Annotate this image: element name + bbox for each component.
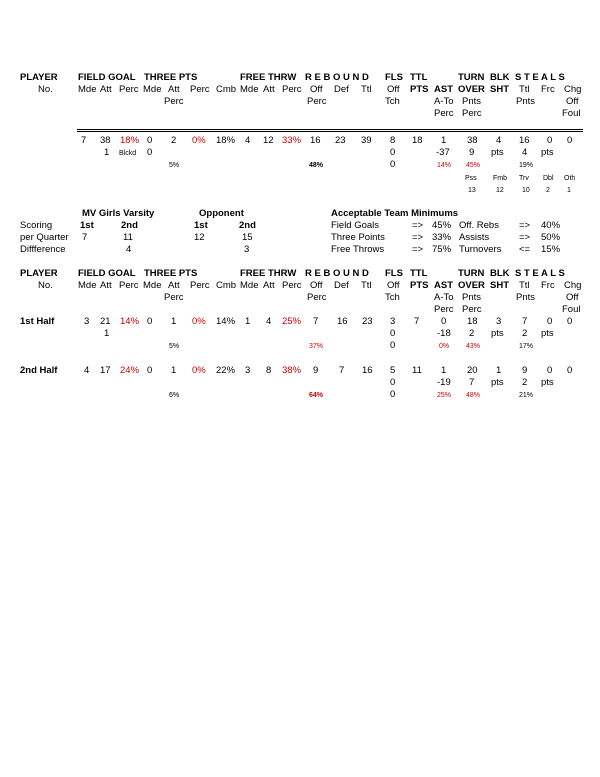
cell: 39: [361, 135, 372, 146]
cell: 18: [412, 135, 423, 146]
cell: 25%: [437, 392, 452, 399]
fls-off-heading: Off: [387, 84, 400, 95]
cell: pts: [491, 147, 504, 158]
tp-attperc-heading: Perc: [164, 96, 184, 107]
min-label: Assists: [459, 232, 490, 243]
cell: 1: [245, 316, 251, 327]
cell: 4: [84, 365, 90, 376]
cell: 0: [147, 365, 153, 376]
reb-off-heading: Off: [310, 280, 323, 291]
over-heading: OVER: [458, 280, 485, 291]
rebound-heading: R E B O U N D: [305, 72, 369, 83]
cell: 0: [547, 365, 553, 376]
cell: 4: [266, 316, 272, 327]
min-value: 50%: [541, 232, 561, 243]
fls-off-heading: Off: [387, 280, 400, 291]
mv-diff-value: 4: [126, 244, 132, 255]
min-label: Free Throws: [331, 244, 385, 255]
min-arrow: =>: [412, 220, 424, 231]
mv-1st-value: 7: [82, 232, 88, 243]
cell: 1: [171, 316, 177, 327]
cell: 9: [469, 147, 475, 158]
cell: 1: [496, 365, 502, 376]
cell: 3: [390, 316, 396, 327]
mv-first-heading: 1st: [80, 220, 94, 231]
opp-2nd-value: 15: [242, 232, 253, 243]
fg-mde-heading: Mde: [78, 84, 97, 95]
cell: 0: [147, 316, 153, 327]
opp-second-heading: 2nd: [239, 220, 256, 231]
over-heading: OVER: [458, 84, 485, 95]
reb-ttl-heading: Ttl: [361, 280, 372, 291]
foul-heading: Foul: [562, 108, 581, 119]
minimums-title: Acceptable Team Minimums: [331, 208, 459, 219]
cell: 14%: [216, 316, 236, 327]
cell: 4: [496, 135, 502, 146]
cell: 0: [390, 147, 396, 158]
cell: 17: [100, 365, 111, 376]
cell: 7: [313, 316, 319, 327]
player-heading: PLAYER: [20, 268, 58, 279]
reb-offperc-heading: Perc: [307, 292, 327, 303]
fls-tch-heading: Tch: [385, 292, 400, 303]
cell: 0%: [192, 365, 206, 376]
tp-perc-heading: Perc: [190, 280, 210, 291]
steals-heading: S T E A L S: [515, 268, 565, 279]
ft-att-heading: Att: [263, 280, 275, 291]
cell: 21%: [519, 392, 534, 399]
ast-perc-heading: Perc: [434, 304, 454, 315]
cell: 38%: [282, 365, 302, 376]
sub-value: 10: [522, 187, 530, 194]
no-heading: No.: [38, 280, 53, 291]
half-label: 2nd Half: [20, 365, 58, 376]
field-goal-heading: FIELD GOAL: [78, 268, 136, 279]
cell: 16: [310, 135, 321, 146]
tp-mde-heading: Mde: [143, 280, 162, 291]
cell: 0%: [439, 343, 450, 350]
cell: 45%: [466, 162, 481, 169]
fg-perc-heading: Perc: [119, 84, 139, 95]
divider-line-bottom: [77, 131, 583, 132]
fls-tch-heading: Tch: [385, 96, 400, 107]
free-thrw-heading: FREE THRW: [240, 268, 297, 279]
cell: 7: [414, 316, 420, 327]
cell: 0: [390, 377, 396, 388]
cell: 22%: [216, 365, 236, 376]
ft-mde-heading: Mde: [240, 84, 259, 95]
sub-value: 13: [468, 187, 476, 194]
opp-first-heading: 1st: [194, 220, 208, 231]
cell: 37%: [309, 343, 324, 350]
cell: -18: [437, 328, 451, 339]
reb-ttl-heading: Ttl: [361, 84, 372, 95]
cell: 3: [496, 316, 502, 327]
cell: 2: [469, 328, 475, 339]
free-thrw-heading: FREE THRW: [240, 72, 297, 83]
blk-heading: BLK: [490, 268, 510, 279]
min-label: Turnovers: [459, 244, 502, 255]
chg-heading: Chg: [564, 280, 582, 291]
turn-heading: TURN: [458, 72, 485, 83]
scoring-label: Scoring: [20, 220, 53, 231]
fg-att-heading: Att: [100, 84, 112, 95]
cell: 0%: [192, 316, 206, 327]
over-perc-heading: Perc: [462, 304, 482, 315]
min-arrow: =>: [412, 244, 424, 255]
cell: 25%: [282, 316, 302, 327]
cell: 4: [522, 147, 528, 158]
ft-att-heading: Att: [263, 84, 275, 95]
reb-def-heading: Def: [334, 84, 349, 95]
ft-perc-heading: Perc: [282, 84, 302, 95]
cell: 1: [441, 365, 447, 376]
cell: 7: [522, 316, 528, 327]
tp-perc-heading: Perc: [190, 84, 210, 95]
foul-heading: Foul: [562, 304, 581, 315]
cell: 21: [100, 316, 111, 327]
ttl-heading: TTL: [410, 268, 428, 279]
min-label: Off. Rebs: [459, 220, 499, 231]
st-ttl-heading: Ttl: [519, 84, 530, 95]
min-value: 33%: [432, 232, 452, 243]
cell: pts: [491, 377, 504, 388]
cell: 38: [467, 135, 478, 146]
cell: 18%: [120, 135, 140, 146]
three-pts-heading: THREE PTS: [144, 268, 198, 279]
half-label: 1st Half: [20, 316, 55, 327]
cell: 9: [313, 365, 319, 376]
min-arrow: <=: [519, 244, 531, 255]
cell: 6%: [169, 392, 180, 399]
cell: 2: [522, 377, 528, 388]
ato-heading: A-To: [434, 96, 454, 107]
cell: 8: [390, 135, 396, 146]
cell: 20: [467, 365, 478, 376]
sub-value: 1: [567, 187, 571, 194]
no-heading: No.: [38, 84, 53, 95]
cell: 7: [339, 365, 345, 376]
sub-label: Dbl: [543, 175, 554, 182]
cell: 1: [104, 147, 110, 158]
mv-second-heading: 2nd: [121, 220, 138, 231]
tp-mde-heading: Mde: [143, 84, 162, 95]
st-ttl-heading: Ttl: [519, 280, 530, 291]
ast-heading: AST: [434, 280, 453, 291]
cell: 14%: [437, 162, 452, 169]
cell: 5: [390, 365, 396, 376]
cell: pts: [491, 328, 504, 339]
reb-offperc-heading: Perc: [307, 96, 327, 107]
fg-perc-heading: Perc: [119, 280, 139, 291]
cell: 12: [263, 135, 274, 146]
tp-att-heading: Att: [168, 84, 180, 95]
per-quarter-label: per Quarter: [20, 232, 69, 243]
frc-heading: Frc: [541, 280, 555, 291]
cell: 0: [147, 135, 153, 146]
cell: 17%: [519, 343, 534, 350]
cell: 43%: [466, 343, 481, 350]
chg-off-heading: Off: [566, 292, 579, 303]
ast-heading: AST: [434, 84, 453, 95]
cell: 1: [104, 328, 110, 339]
cell: 18%: [216, 135, 236, 146]
min-value: 15%: [541, 244, 561, 255]
cell: 16: [362, 365, 373, 376]
ft-mde-heading: Mde: [240, 280, 259, 291]
three-pts-heading: THREE PTS: [144, 72, 198, 83]
min-arrow: =>: [412, 232, 424, 243]
turn-heading: TURN: [458, 268, 485, 279]
cell: 0: [390, 159, 396, 170]
cell: 0: [567, 135, 573, 146]
cell: 0: [147, 147, 153, 158]
over-pnts-heading: Pnts: [462, 292, 482, 303]
sub-label: Fmb: [493, 175, 507, 182]
fg-mde-heading: Mde: [78, 280, 97, 291]
over-perc-heading: Perc: [462, 108, 482, 119]
cell: -19: [437, 377, 451, 388]
cell: 24%: [120, 365, 140, 376]
cell: pts: [541, 147, 554, 158]
tp-attperc-heading: Perc: [164, 292, 184, 303]
cell: -37: [436, 147, 450, 158]
cell: 23: [335, 135, 346, 146]
cell: 0: [390, 328, 396, 339]
sht-heading: SHT: [490, 280, 509, 291]
cell: 9: [522, 365, 528, 376]
cell: 3: [84, 316, 90, 327]
sub-value: 2: [546, 187, 550, 194]
mv-label: MV Girls Varsity: [82, 208, 155, 219]
min-label: Three Points: [331, 232, 385, 243]
min-value: 75%: [432, 244, 452, 255]
reb-def-heading: Def: [334, 280, 349, 291]
cell: Blckd: [119, 150, 137, 157]
min-label: Field Goals: [331, 220, 380, 231]
sub-label: Trv: [519, 175, 529, 182]
opponent-label: Opponent: [199, 208, 244, 219]
opp-1st-value: 12: [194, 232, 205, 243]
over-pnts-heading: Pnts: [462, 96, 482, 107]
chg-off-heading: Off: [566, 96, 579, 107]
cell: 5%: [169, 343, 180, 350]
steals-heading: S T E A L S: [515, 72, 565, 83]
frc-heading: Frc: [541, 84, 555, 95]
blk-heading: BLK: [490, 72, 510, 83]
min-arrow: =>: [519, 232, 531, 243]
st-pnts-heading: Pnts: [516, 96, 536, 107]
fls-heading: FLS: [385, 268, 403, 279]
cell: 48%: [466, 392, 481, 399]
reb-off-heading: Off: [310, 84, 323, 95]
cell: 1: [441, 135, 447, 146]
fls-heading: FLS: [385, 72, 403, 83]
cell: 0: [547, 135, 553, 146]
cell: 0: [390, 340, 396, 351]
cell: 0: [567, 365, 573, 376]
cell: 0%: [192, 135, 206, 146]
tp-att-heading: Att: [168, 280, 180, 291]
cell: 0: [441, 316, 447, 327]
sht-heading: SHT: [490, 84, 509, 95]
sub-value: 12: [496, 187, 504, 194]
cell: 2: [171, 135, 177, 146]
mv-2nd-value: 11: [123, 232, 133, 243]
ft-perc-heading: Perc: [282, 280, 302, 291]
difference-label: Diffference: [20, 244, 66, 255]
min-arrow: =>: [519, 220, 531, 231]
cmb-heading: Cmb: [216, 84, 237, 95]
ato-heading: A-To: [434, 292, 454, 303]
ttl-pts-heading: PTS: [410, 280, 429, 291]
cell: 4: [245, 135, 251, 146]
cell: 8: [266, 365, 272, 376]
chg-heading: Chg: [564, 84, 582, 95]
cell: pts: [541, 328, 554, 339]
cell: 19%: [519, 162, 534, 169]
cell: 0: [390, 389, 396, 400]
cell: 11: [412, 365, 422, 376]
sub-label: Pss: [465, 175, 477, 182]
cell: 16: [337, 316, 348, 327]
cell: 23: [362, 316, 373, 327]
cell: 38: [100, 135, 111, 146]
divider-line-top: [77, 129, 583, 130]
cell: 64%: [309, 392, 324, 399]
sub-label: Oth: [564, 175, 576, 182]
cell: 14%: [120, 316, 140, 327]
opp-diff-value: 3: [244, 244, 250, 255]
cell: 18: [467, 316, 478, 327]
st-pnts-heading: Pnts: [516, 292, 536, 303]
cell: 5%: [169, 162, 180, 169]
cmb-heading: Cmb: [216, 280, 237, 291]
cell: 2: [522, 328, 528, 339]
cell: 3: [245, 365, 251, 376]
cell: pts: [541, 377, 554, 388]
cell: 0: [547, 316, 553, 327]
cell: 33%: [282, 135, 302, 146]
ttl-heading: TTL: [410, 72, 428, 83]
min-value: 45%: [432, 220, 452, 231]
ttl-pts-heading: PTS: [410, 84, 429, 95]
ast-perc-heading: Perc: [434, 108, 454, 119]
min-value: 40%: [541, 220, 561, 231]
cell: 7: [469, 377, 475, 388]
cell: 16: [519, 135, 530, 146]
cell: 1: [171, 365, 177, 376]
cell: 0: [567, 316, 573, 327]
player-heading: PLAYER: [20, 72, 58, 83]
cell: 7: [81, 135, 87, 146]
rebound-heading: R E B O U N D: [305, 268, 369, 279]
cell: 48%: [309, 162, 324, 169]
field-goal-heading: FIELD GOAL: [78, 72, 136, 83]
fg-att-heading: Att: [100, 280, 112, 291]
